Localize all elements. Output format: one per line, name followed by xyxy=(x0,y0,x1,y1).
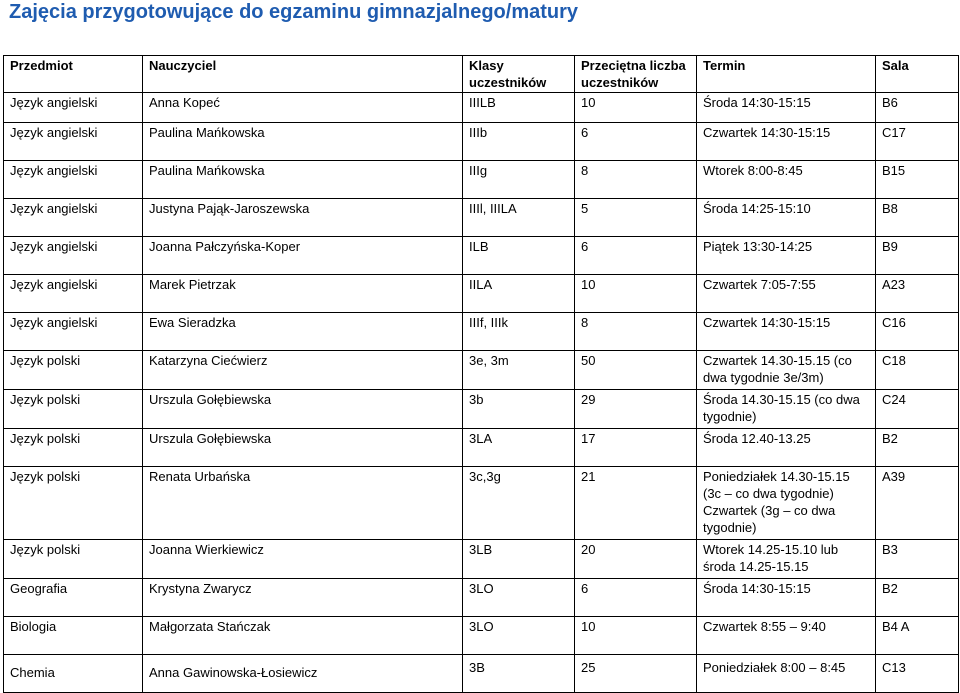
cell-schedule: Środa 14:30-15:15 xyxy=(697,93,876,123)
page-title: Zajęcia przygotowujące do egzaminu gimnazjalnego/matury xyxy=(9,1,579,23)
cell-classes: IIIb xyxy=(463,123,575,161)
table-row xyxy=(4,161,959,199)
cell-schedule: Środa 14.30-15.15 (co dwa tygodnie) xyxy=(697,390,876,429)
cell-subject: Język polski xyxy=(4,467,143,540)
cell-schedule: Piątek 13:30-14:25 xyxy=(697,237,876,275)
header-avg-participants: Przeciętna liczba uczestników xyxy=(575,56,697,93)
cell-teacher: Renata Urbańska xyxy=(143,467,463,540)
cell-participants: 5 xyxy=(575,199,697,237)
cell-classes: IIIf, IIIk xyxy=(463,313,575,351)
cell-schedule: Środa 14:30-15:15 xyxy=(697,579,876,617)
cell-schedule: Poniedziałek 14.30-15.15 (3c – co dwa tygodnie) Czwartek (3g – co dwa tygodnie) xyxy=(697,467,876,540)
cell-classes: 3c,3g xyxy=(463,467,575,540)
cell-room: B8 xyxy=(876,199,959,237)
table-body xyxy=(4,93,959,693)
cell-subject: Język polski xyxy=(4,429,143,467)
cell-participants: 10 xyxy=(575,93,697,123)
cell-subject: Język angielski xyxy=(4,93,143,123)
cell-classes: 3LO xyxy=(463,617,575,655)
header-subject: Przedmiot xyxy=(4,56,143,93)
cell-subject: Język polski xyxy=(4,390,143,429)
cell-room: B9 xyxy=(876,237,959,275)
cell-schedule: Poniedziałek 8:00 – 8:45 xyxy=(697,655,876,693)
cell-subject: Język angielski xyxy=(4,123,143,161)
cell-participants: 21 xyxy=(575,467,697,540)
cell-participants: 25 xyxy=(575,655,697,693)
cell-room: C17 xyxy=(876,123,959,161)
header-teacher: Nauczyciel xyxy=(143,56,463,93)
cell-teacher: Urszula Gołębiewska xyxy=(143,429,463,467)
table-row xyxy=(4,467,959,540)
cell-teacher: Urszula Gołębiewska xyxy=(143,390,463,429)
cell-classes: IIIg xyxy=(463,161,575,199)
cell-subject: Biologia xyxy=(4,617,143,655)
cell-teacher: Paulina Mańkowska xyxy=(143,123,463,161)
cell-room: B4 A xyxy=(876,617,959,655)
cell-subject: Język polski xyxy=(4,540,143,579)
header-schedule: Termin xyxy=(697,56,876,93)
table-row xyxy=(4,199,959,237)
table-header-row xyxy=(4,56,959,93)
cell-schedule: Środa 12.40-13.25 xyxy=(697,429,876,467)
cell-classes: 3LO xyxy=(463,579,575,617)
cell-classes: IIIl, IIILA xyxy=(463,199,575,237)
cell-teacher: Paulina Mańkowska xyxy=(143,161,463,199)
table-row xyxy=(4,617,959,655)
cell-room: B2 xyxy=(876,579,959,617)
cell-teacher: Justyna Pająk-Jaroszewska xyxy=(143,199,463,237)
cell-room: C24 xyxy=(876,390,959,429)
table-row xyxy=(4,123,959,161)
cell-subject: Język angielski xyxy=(4,237,143,275)
cell-participants: 17 xyxy=(575,429,697,467)
cell-room: C13 xyxy=(876,655,959,693)
table-row xyxy=(4,579,959,617)
cell-room: B6 xyxy=(876,93,959,123)
cell-participants: 6 xyxy=(575,579,697,617)
cell-participants: 10 xyxy=(575,275,697,313)
cell-schedule: Czwartek 14.30-15.15 (co dwa tygodnie 3e/3m) xyxy=(697,351,876,390)
header-room: Sala xyxy=(876,56,959,93)
cell-participants: 20 xyxy=(575,540,697,579)
table-row xyxy=(4,540,959,579)
cell-subject: Język polski xyxy=(4,351,143,390)
table-row xyxy=(4,93,959,123)
cell-teacher: Anna Kopeć xyxy=(143,93,463,123)
cell-schedule: Czwartek 7:05-7:55 xyxy=(697,275,876,313)
cell-schedule: Wtorek 8:00-8:45 xyxy=(697,161,876,199)
table-row xyxy=(4,655,959,693)
schedule-table xyxy=(3,55,959,693)
cell-teacher: Marek Pietrzak xyxy=(143,275,463,313)
cell-participants: 10 xyxy=(575,617,697,655)
table-row xyxy=(4,275,959,313)
cell-classes: 3e, 3m xyxy=(463,351,575,390)
cell-teacher: Joanna Pałczyńska-Koper xyxy=(143,237,463,275)
cell-room: B2 xyxy=(876,429,959,467)
cell-subject: Język angielski xyxy=(4,199,143,237)
cell-classes: IILA xyxy=(463,275,575,313)
cell-classes: 3B xyxy=(463,655,575,693)
cell-teacher: Małgorzata Stańczak xyxy=(143,617,463,655)
cell-subject: Język angielski xyxy=(4,161,143,199)
cell-subject: Język angielski xyxy=(4,313,143,351)
cell-teacher: Anna Gawinowska-Łosiewicz xyxy=(143,655,463,693)
table-row xyxy=(4,390,959,429)
cell-classes: ILB xyxy=(463,237,575,275)
table-row xyxy=(4,351,959,390)
cell-room: A39 xyxy=(876,467,959,540)
cell-participants: 8 xyxy=(575,313,697,351)
cell-subject: Chemia xyxy=(4,655,143,693)
cell-subject: Geografia xyxy=(4,579,143,617)
cell-room: C16 xyxy=(876,313,959,351)
cell-schedule: Wtorek 14.25-15.10 lub środa 14.25-15.15 xyxy=(697,540,876,579)
cell-room: C18 xyxy=(876,351,959,390)
cell-classes: 3b xyxy=(463,390,575,429)
cell-participants: 6 xyxy=(575,123,697,161)
cell-teacher: Krystyna Zwarycz xyxy=(143,579,463,617)
cell-schedule: Czwartek 14:30-15:15 xyxy=(697,313,876,351)
cell-subject: Język angielski xyxy=(4,275,143,313)
cell-classes: 3LB xyxy=(463,540,575,579)
cell-participants: 8 xyxy=(575,161,697,199)
cell-schedule: Środa 14:25-15:10 xyxy=(697,199,876,237)
cell-schedule: Czwartek 8:55 – 9:40 xyxy=(697,617,876,655)
cell-room: A23 xyxy=(876,275,959,313)
cell-participants: 6 xyxy=(575,237,697,275)
cell-participants: 50 xyxy=(575,351,697,390)
cell-participants: 29 xyxy=(575,390,697,429)
table-row xyxy=(4,237,959,275)
cell-room: B3 xyxy=(876,540,959,579)
table-row xyxy=(4,429,959,467)
table-row xyxy=(4,313,959,351)
cell-classes: 3LA xyxy=(463,429,575,467)
header-classes: Klasy uczestników xyxy=(463,56,575,93)
cell-teacher: Joanna Wierkiewicz xyxy=(143,540,463,579)
cell-room: B15 xyxy=(876,161,959,199)
cell-teacher: Katarzyna Ciećwierz xyxy=(143,351,463,390)
cell-schedule: Czwartek 14:30-15:15 xyxy=(697,123,876,161)
cell-classes: IIILB xyxy=(463,93,575,123)
cell-teacher: Ewa Sieradzka xyxy=(143,313,463,351)
